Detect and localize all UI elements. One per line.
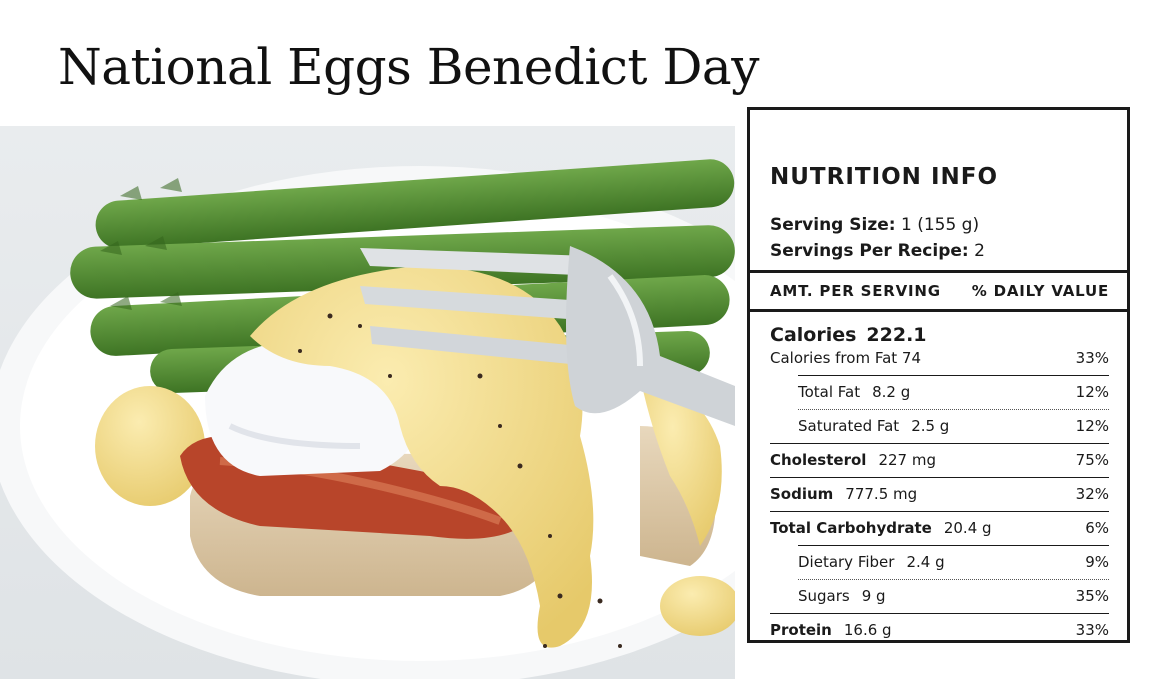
nutrient-name: Total Fat — [798, 383, 861, 401]
nutrient-pct: 35% — [1075, 587, 1109, 605]
servings-per-recipe-value: 2 — [974, 241, 985, 261]
nutrient-row-total-fat — [798, 375, 1109, 408]
nutrient-pct: 9% — [1085, 553, 1109, 571]
amount-per-serving-header: AMT. PER SERVING — [770, 282, 941, 300]
nutrient-name: Saturated Fat — [798, 417, 900, 435]
nutrition-title: NUTRITION INFO — [770, 164, 999, 190]
nutrient-row-sodium — [770, 477, 1109, 510]
nutrient-amount: 2.5 g — [911, 417, 950, 435]
column-headers — [770, 282, 1109, 300]
nutrient-row-cholesterol — [770, 443, 1109, 476]
calories-label: Calories — [770, 324, 857, 346]
nutrient-row-saturated-fat — [798, 409, 1109, 442]
calories-from-fat-pct: 33% — [1075, 349, 1109, 367]
nutrient-pct: 75% — [1075, 451, 1109, 469]
nutrient-name: Sodium — [770, 485, 834, 503]
nutrient-pct: 12% — [1075, 383, 1109, 401]
nutrient-row-dietary-fiber — [798, 545, 1109, 578]
nutrient-amount: 20.4 g — [943, 519, 992, 537]
nutrient-name: Sugars — [798, 587, 850, 605]
nutrient-amount: 8.2 g — [872, 383, 911, 401]
nutrient-amount: 777.5 mg — [845, 485, 918, 503]
serving-size-label: Serving Size: — [770, 215, 896, 235]
serving-size-value: 1 (155 g) — [900, 215, 980, 235]
nutrient-pct: 12% — [1075, 417, 1109, 435]
nutrient-amount: 2.4 g — [906, 553, 945, 571]
nutrient-name: Cholesterol — [770, 451, 867, 469]
nutrient-name: Protein — [770, 621, 832, 639]
nutrient-amount: 227 mg — [878, 451, 936, 469]
nutrient-row-total-carbohydrate — [770, 511, 1109, 544]
calories-from-fat-label: Calories from Fat 74 — [770, 349, 922, 367]
divider — [750, 270, 1127, 273]
eggs-benedict-photo — [0, 126, 735, 679]
nutrient-row-protein — [770, 613, 1109, 646]
nutrient-amount: 16.6 g — [843, 621, 892, 639]
servings-per-recipe-label: Servings Per Recipe: — [770, 241, 969, 261]
serving-info — [770, 212, 985, 264]
nutrient-name: Dietary Fiber — [798, 553, 895, 571]
daily-value-header: % DAILY VALUE — [971, 282, 1109, 300]
nutrient-pct: 33% — [1075, 621, 1109, 639]
page-title: National Eggs Benedict Day — [58, 38, 759, 96]
nutrient-amount: 9 g — [861, 587, 886, 605]
calories-row — [770, 324, 927, 346]
divider — [750, 309, 1127, 312]
nutrient-pct: 6% — [1085, 519, 1109, 537]
calories-value: 222.1 — [866, 324, 927, 346]
nutrition-info-panel — [747, 107, 1130, 643]
calories-from-fat-row — [770, 349, 1109, 367]
nutrient-pct: 32% — [1075, 485, 1109, 503]
nutrient-row-sugars — [798, 579, 1109, 612]
nutrient-name: Total Carbohydrate — [770, 519, 932, 537]
